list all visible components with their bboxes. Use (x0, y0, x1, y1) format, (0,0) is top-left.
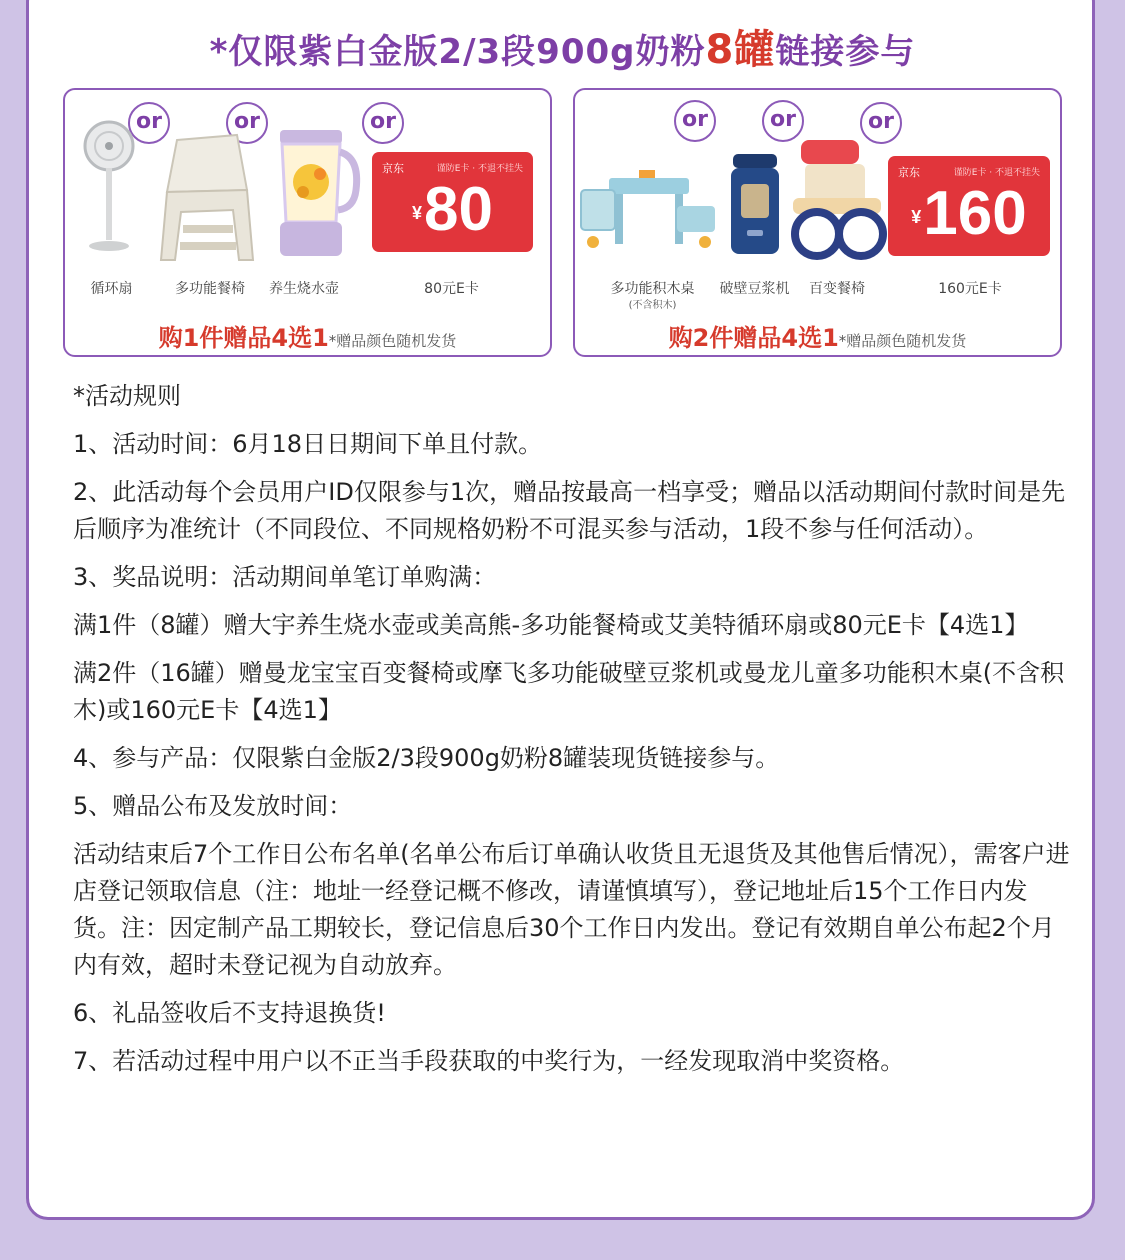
gift-box-one-item (63, 88, 552, 357)
item-label: 破壁豆浆机 (719, 281, 790, 297)
headline-prefix: *仅限紫白金版2/3段900g奶粉 (209, 32, 706, 72)
rules-heading: *活动规则 (73, 382, 181, 410)
item-label: 循环扇 (90, 281, 133, 297)
rule-item: 6、礼品签收后不支持退换货! (73, 999, 386, 1027)
headline (0, 18, 1125, 75)
card-slogan: 谨防E卡 · 不退不挂失 (436, 164, 523, 174)
card-currency: ¥ (911, 207, 922, 228)
card-amount (372, 174, 533, 245)
rule-item: 满2件（16罐）赠曼龙宝宝百变餐椅或摩飞多功能破壁豆浆机或曼龙儿童多功能积木桌(不含积木)或160元E卡【4选1】 (73, 659, 1065, 724)
or-badge: or (762, 100, 804, 142)
rule-item: 满1件（8罐）赠大宇养生烧水壶或美高熊-多功能餐椅或艾美特循环扇或80元E卡【4选1】 (73, 611, 1029, 639)
card-currency: ¥ (412, 203, 423, 224)
rule-item: 3、奖品说明：活动期间单笔订单购满： (73, 563, 497, 591)
rule-item: 7、若活动过程中用户以不正当手段获取的中奖行为，一经发现取消中奖资格。 (73, 1047, 905, 1075)
item-label: 80元E卡 (424, 281, 479, 297)
building-block-table-icon (579, 160, 719, 260)
rule-item: 4、参与产品：仅限紫白金版2/3段900g奶粉8罐装现货链接参与。 (73, 744, 780, 772)
card-amount-value: 80 (424, 175, 493, 244)
or-badge: or (860, 102, 902, 144)
offer-main: 购1件赠品4选1 (158, 324, 329, 352)
card-amount-value: 160 (923, 179, 1027, 248)
blender-icon (725, 152, 785, 262)
offer-note: *赠品颜色随机发货 (838, 332, 967, 350)
high-chair-icon (147, 130, 257, 270)
rule-item: 2、此活动每个会员用户ID仅限参与1次，赠品按最高一档享受；赠品以活动期间付款时间是先后顺序为准统计（不同段位、不同规格奶粉不可混买参与活动，1段不参与任何活动）。 (73, 478, 1066, 543)
item-sublabel: (不含积木) (628, 300, 677, 311)
item-label: 多功能餐椅 (175, 281, 245, 297)
item-label: 多功能积木桌 (610, 281, 695, 297)
card-brand: 京东 (382, 162, 404, 175)
card-amount (888, 178, 1050, 249)
item-label: 养生烧水壶 (269, 281, 339, 297)
item-label: 百变餐椅 (809, 281, 865, 297)
baby-chair-icon (787, 138, 887, 268)
or-badge: or (674, 100, 716, 142)
rule-item: 1、活动时间：6月18日日期间下单且付款。 (73, 430, 543, 458)
jd-gift-card-80 (372, 152, 533, 252)
offer-line (65, 318, 550, 353)
rule-item: 5、赠品公布及发放时间： (73, 792, 353, 820)
offer-line (575, 318, 1060, 353)
or-badge: or (226, 102, 268, 144)
kettle-icon (270, 118, 365, 268)
or-badge: or (128, 102, 170, 144)
jd-gift-card-160 (888, 156, 1050, 256)
item-label: 160元E卡 (938, 281, 1002, 297)
rules-section (73, 378, 1073, 1091)
offer-note: *赠品颜色随机发货 (328, 332, 457, 350)
card-brand: 京东 (898, 166, 920, 179)
card-slogan: 谨防E卡 · 不退不挂失 (953, 168, 1040, 178)
headline-suffix: 链接参与 (775, 32, 916, 72)
fan-icon (79, 108, 139, 268)
rule-item: 活动结束后7个工作日公布名单(名单公布后订单确认收货且无退货及其他售后情况），需客户进店登记领取信息（注：地址一经登记概不修改，请谨慎填写），登记地址后15个工作日内发货。注：因定制产品工期较长，登记信息后30个工作日内发出。登记有效期自单公布起2个月内有效，超时未登记视为自动放弃。 (73, 840, 1070, 979)
offer-main: 购2件赠品4选1 (668, 324, 839, 352)
headline-highlight: 8罐 (705, 27, 776, 73)
gift-box-two-items (573, 88, 1062, 357)
or-badge: or (362, 102, 404, 144)
